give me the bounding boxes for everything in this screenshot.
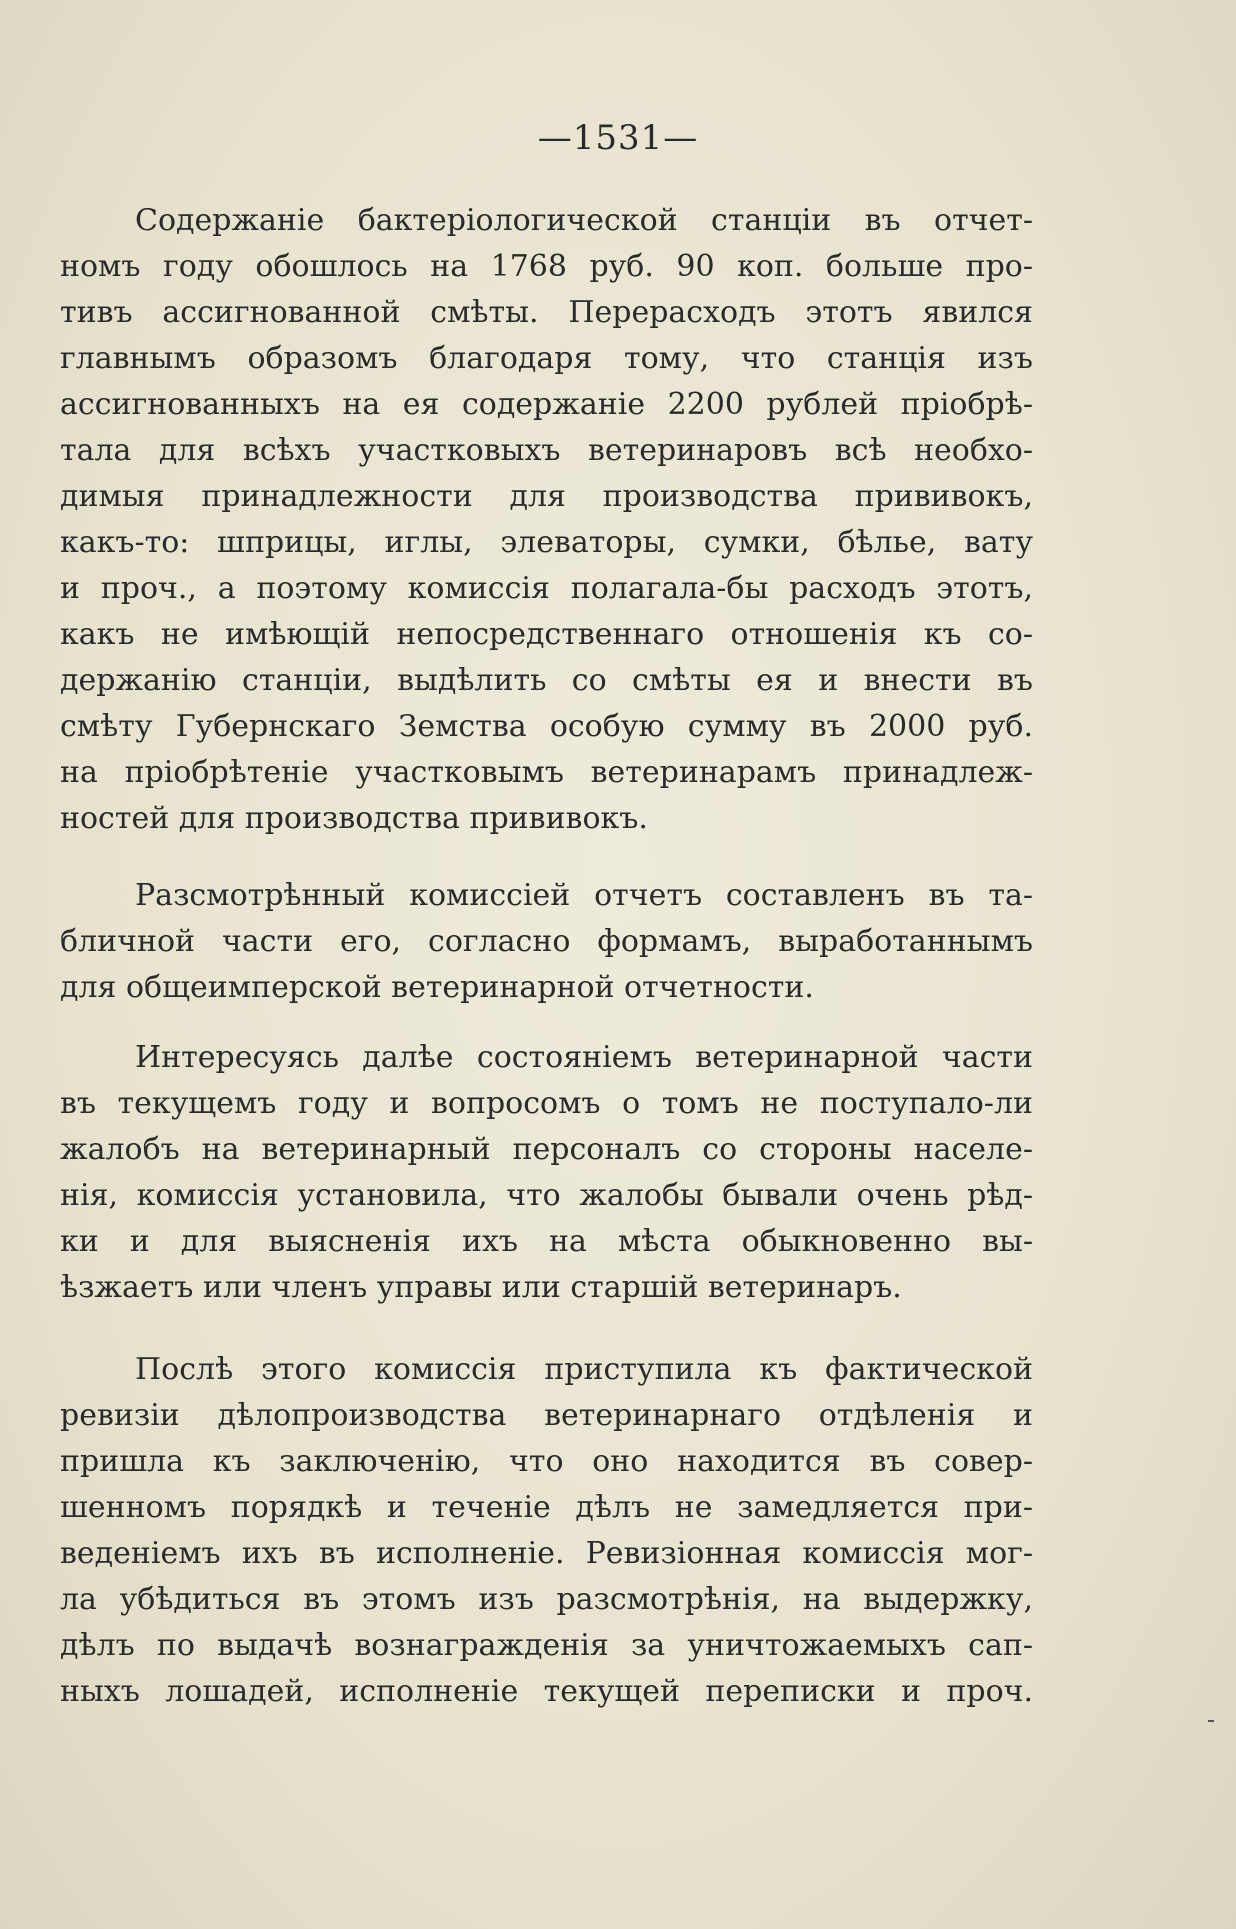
text-line: какъ не имѣющій непосредственнаго отношенія къ со-	[60, 617, 1033, 652]
text-line: ныхъ лошадей, исполненіе текущей переписки и проч.	[60, 1674, 1033, 1709]
text-line: на пріобрѣтеніе участковымъ ветеринарамъ принадлеж-	[60, 755, 1033, 790]
text-line: ассигнованныхъ на ея содержаніе 2200 рублей пріобрѣ-	[60, 387, 1033, 422]
text-line: Послѣ этого комиссія приступила къ фактической	[135, 1352, 1033, 1387]
paragraph-4	[60, 1347, 1033, 1715]
text-line: въ текущемъ году и вопросомъ о томъ не поступало-ли	[60, 1086, 1033, 1121]
text-line: держанію станціи, выдѣлить со смѣты ея и внести въ	[60, 663, 1033, 698]
text-line: димыя принадлежности для производства прививокъ,	[60, 479, 1033, 514]
text-line: номъ году обошлось на 1768 руб. 90 коп. больше про-	[60, 249, 1033, 284]
paragraph-3	[60, 1035, 1033, 1311]
paragraph-2	[60, 873, 1033, 1011]
text-line: нія, комиссія установила, что жалобы бывали очень рѣд-	[60, 1178, 1033, 1213]
text-line: главнымъ образомъ благодаря тому, что станція изъ	[60, 341, 1033, 376]
text-line: какъ-то: шприцы, иглы, элеваторы, сумки, бѣлье, вату	[60, 525, 1033, 560]
text-line: тала для всѣхъ участковыхъ ветеринаровъ всѣ необхо-	[60, 433, 1033, 468]
text-line: дѣлъ по выдачѣ вознагражденія за уничтожаемыхъ сап-	[60, 1628, 1033, 1663]
text-line: ки и для выясненія ихъ на мѣста обыкновенно вы-	[60, 1224, 1033, 1259]
text-line: шенномъ порядкѣ и теченіе дѣлъ не замедляется при-	[60, 1490, 1033, 1525]
text-line: смѣту Губернскаго Земства особую сумму въ 2000 руб.	[60, 709, 1033, 744]
paragraph-1	[60, 198, 1033, 842]
text-line: и проч., а поэтому комиссія полагала-бы расходъ этотъ,	[60, 571, 1033, 606]
text-line: для общеимперской ветеринарной отчетности.	[60, 970, 814, 1005]
text-line: ностей для производства прививокъ.	[60, 801, 648, 836]
page-number: —1531—	[537, 118, 699, 158]
text-line: Разсмотрѣнный комиссіей отчетъ составленъ въ та-	[135, 878, 1033, 913]
text-line: жалобъ на ветеринарный персоналъ со стороны населе-	[60, 1132, 1033, 1167]
text-line: Интересуясь далѣе состояніемъ ветеринарной части	[135, 1040, 1033, 1075]
text-line: бличной части его, согласно формамъ, выработаннымъ	[60, 924, 1033, 959]
text-line: ѣзжаетъ или членъ управы или старшій ветеринаръ.	[60, 1270, 902, 1305]
text-line: тивъ ассигнованной смѣты. Перерасходъ этотъ явился	[60, 295, 1033, 330]
text-line: ла убѣдиться въ этомъ изъ разсмотрѣнія, на выдержку,	[60, 1582, 1033, 1617]
text-line: пришла къ заключенію, что оно находится въ совер-	[60, 1444, 1033, 1479]
text-line: ревизіи дѣлопроизводства ветеринарнаго отдѣленія и	[60, 1398, 1033, 1433]
margin-mark	[1208, 1720, 1214, 1722]
text-line: веденіемъ ихъ въ исполненіе. Ревизіонная комиссія мог-	[60, 1536, 1033, 1571]
text-line: Содержаніе бактеріологической станціи въ отчет-	[135, 203, 1033, 238]
